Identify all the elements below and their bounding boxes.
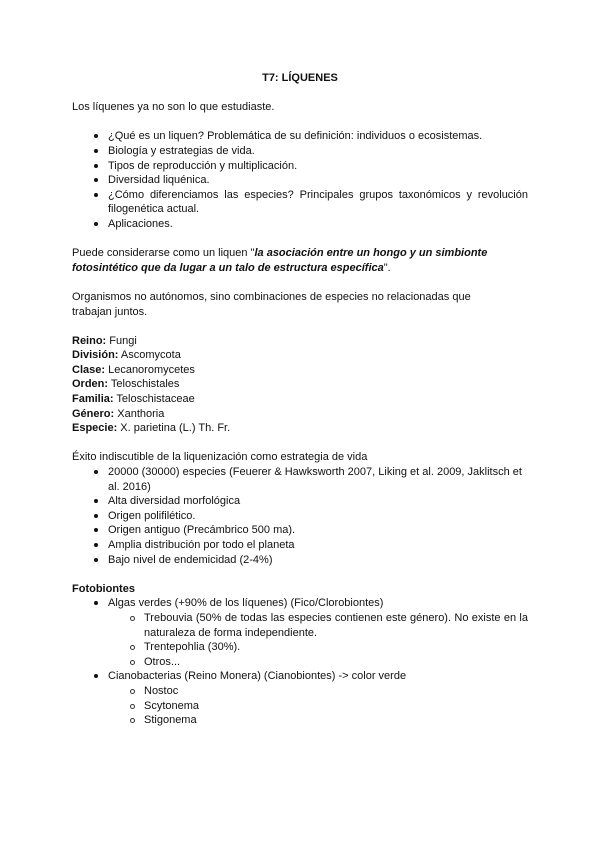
list-item: Tipos de reproducción y multiplicación. xyxy=(108,159,528,174)
photobionts-heading: Fotobiontes xyxy=(72,582,135,595)
taxonomy-block xyxy=(72,334,528,436)
list-item: Biología y estrategias de vida. xyxy=(108,144,528,159)
taxonomy-row: Familia: Teloschistaceae xyxy=(72,393,195,406)
taxonomy-row: Clase: Lecanoromycetes xyxy=(72,363,195,376)
sublist-item: Stigonema xyxy=(144,713,528,728)
bullet-icon xyxy=(94,543,98,547)
list-item: ¿Cómo diferenciamos las especies? Principales grupos taxonómicos y revolución filogenética actual. xyxy=(108,188,528,217)
document-title: T7: LÍQUENES xyxy=(262,72,338,84)
bullet-icon xyxy=(94,134,98,138)
topics-list xyxy=(108,129,528,231)
list-item: Bajo nivel de endemicidad (2-4%) xyxy=(108,553,528,568)
bullet-icon xyxy=(94,674,98,678)
definition-quote: la asociación entre un hongo y un simbionte fotosintético que da lugar a un talo de estructura específica xyxy=(72,247,488,274)
circle-bullet-icon xyxy=(130,718,135,723)
bullet-icon xyxy=(94,514,98,518)
organisms-paragraph: Organismos no autónomos, sino combinaciones de especies no relacionadas que trabajan juntos. xyxy=(72,290,471,318)
document-page xyxy=(72,71,528,728)
sublist-item: Otros... xyxy=(144,655,528,670)
bullet-icon xyxy=(94,499,98,503)
list-item: Algas verdes (+90% de los líquenes) (Fico/Clorobiontes) Trebouvia (50% de todas las especies contienen este género). No existe en la naturaleza de forma independiente. Trentepohlia (30%). Otros... xyxy=(108,596,528,669)
sublist-item: Trentepohlia (30%). xyxy=(144,640,528,655)
bullet-icon xyxy=(94,178,98,182)
sublist xyxy=(144,684,528,728)
list-item: Origen polifilético. xyxy=(108,509,528,524)
sublist-item: Scytonema xyxy=(144,699,528,714)
list-item: Aplicaciones. xyxy=(108,217,528,232)
definition-paragraph: Puede considerarse como un liquen "la asociación entre un hongo y un simbionte fotosintético que da lugar a un talo de estructura específica". xyxy=(72,247,488,274)
taxonomy-row: Género: Xanthoria xyxy=(72,407,165,420)
taxonomy-row: Reino: Fungi xyxy=(72,334,137,347)
list-item: 20000 (30000) especies (Feuerer & Hawksworth 2007, Liking et al. 2009, Jaklitsch et al. 2016) xyxy=(108,465,528,494)
taxonomy-row: Especie: X. parietina (L.) Th. Fr. xyxy=(72,422,231,435)
list-item: Alta diversidad morfológica xyxy=(108,494,528,509)
bullet-icon xyxy=(94,528,98,532)
bullet-icon xyxy=(94,149,98,153)
list-item: ¿Qué es un liquen? Problemática de su definición: individuos o ecosistemas. xyxy=(108,129,528,144)
success-heading: Éxito indiscutible de la liquenización como estrategia de vida xyxy=(72,451,368,464)
bullet-icon xyxy=(94,558,98,562)
list-item: Diversidad liquénica. xyxy=(108,173,528,188)
photobionts-list xyxy=(108,596,528,727)
intro-text: Los líquenes ya no son lo que estudiaste. xyxy=(72,101,275,114)
bullet-icon xyxy=(94,222,98,226)
list-item: Cianobacterias (Reino Monera) (Cianobiontes) -> color verde Nostoc Scytonema Stigonema xyxy=(108,669,528,727)
list-item: Amplia distribución por todo el planeta xyxy=(108,538,528,553)
sublist-item: Trebouvia (50% de todas las especies contienen este género). No existe en la naturaleza de forma independiente. xyxy=(144,611,528,640)
list-item: Origen antiguo (Precámbrico 500 ma). xyxy=(108,523,528,538)
bullet-icon xyxy=(94,470,98,474)
circle-bullet-icon xyxy=(130,689,135,694)
sublist-item: Nostoc xyxy=(144,684,528,699)
sublist xyxy=(144,611,528,669)
success-list xyxy=(108,465,528,567)
circle-bullet-icon xyxy=(130,616,135,621)
taxonomy-row: División: Ascomycota xyxy=(72,349,181,362)
bullet-icon xyxy=(94,164,98,168)
bullet-icon xyxy=(94,193,98,197)
taxonomy-row: Orden: Teloschistales xyxy=(72,378,180,391)
bullet-icon xyxy=(94,601,98,605)
circle-bullet-icon xyxy=(130,660,135,665)
circle-bullet-icon xyxy=(130,645,135,650)
circle-bullet-icon xyxy=(130,704,135,709)
